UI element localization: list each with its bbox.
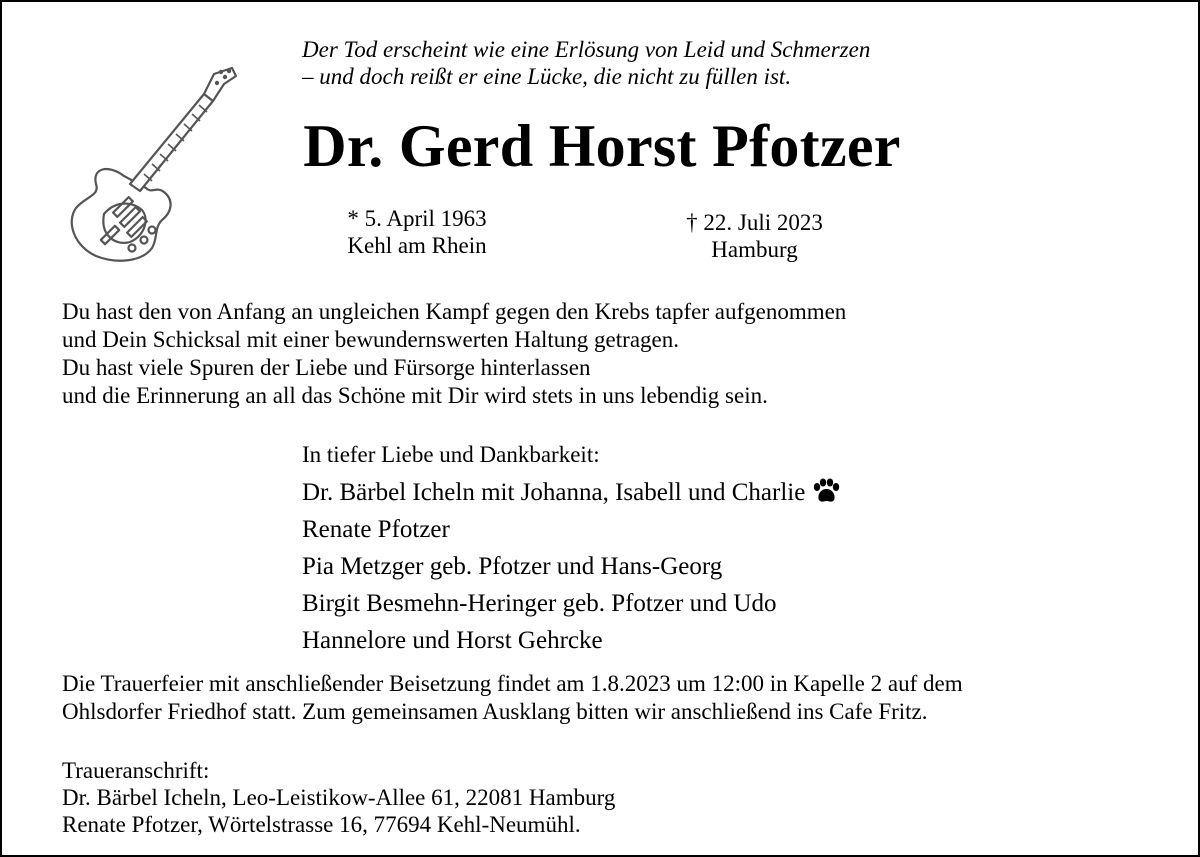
ceremony-line: Ohlsdorfer Friedhof statt. Zum gemeinsamen Ausklang bitten wir anschließend ins Cafe Fritz. xyxy=(62,699,928,724)
death-date: † 22. Juli 2023 xyxy=(686,210,823,235)
eulogy-line: und Dein Schicksal mit einer bewundernswerten Haltung getragen. xyxy=(62,327,679,352)
address-line: Renate Pfotzer, Wörtelstrasse 16, 77694 Kehl-Neumühl. xyxy=(62,812,581,837)
motto-quote xyxy=(302,36,870,90)
mourner-name: Renate Pfotzer xyxy=(302,516,450,543)
motto-line: – und doch reißt er eine Lücke, die nicht zu füllen ist. xyxy=(302,64,792,89)
ceremony-notice xyxy=(62,670,963,726)
ceremony-line: Die Trauerfeier mit anschließender Beisetzung findet am 1.8.2023 um 12:00 in Kapelle 2 auf dem xyxy=(62,671,963,696)
death-info xyxy=(637,209,872,263)
death-place: Hamburg xyxy=(711,237,798,262)
mourner-name: Birgit Besmehn-Heringer geb. Pfotzer und Udo xyxy=(302,590,777,617)
birth-date: * 5. April 1963 xyxy=(347,206,487,231)
deceased-name: Dr. Gerd Horst Pfotzer xyxy=(303,113,901,179)
mourners-intro: In tiefer Liebe und Dankbarkeit: xyxy=(302,442,600,467)
address-line: Dr. Bärbel Icheln, Leo-Leistikow-Allee 61, 22081 Hamburg xyxy=(62,785,616,810)
paw-print-icon xyxy=(811,478,841,504)
eulogy-text xyxy=(62,298,846,410)
mourners-list xyxy=(302,442,841,659)
birth-info xyxy=(302,205,532,259)
mourner-name: Pia Metzger geb. Pfotzer und Hans-Georg xyxy=(302,553,723,580)
birth-place: Kehl am Rhein xyxy=(347,233,487,258)
address-heading: Traueranschrift: xyxy=(62,758,210,783)
eulogy-line: Du hast den von Anfang an ungleichen Kampf gegen den Krebs tapfer aufgenommen xyxy=(62,299,847,324)
mourning-address xyxy=(62,757,615,838)
mourner-name-text: Dr. Bärbel Icheln mit Johanna, Isabell und Charlie xyxy=(302,479,806,506)
mourner-name xyxy=(302,474,841,511)
eulogy-line: und die Erinnerung an all das Schöne mit Dir wird stets in uns lebendig sein. xyxy=(62,383,768,408)
eulogy-line: Du hast viele Spuren der Liebe und Fürsorge hinterlassen xyxy=(62,355,591,380)
motto-line: Der Tod erscheint wie eine Erlösung von Leid und Schmerzen xyxy=(302,37,871,62)
mourner-name: Hannelore und Horst Gehrcke xyxy=(302,627,603,654)
